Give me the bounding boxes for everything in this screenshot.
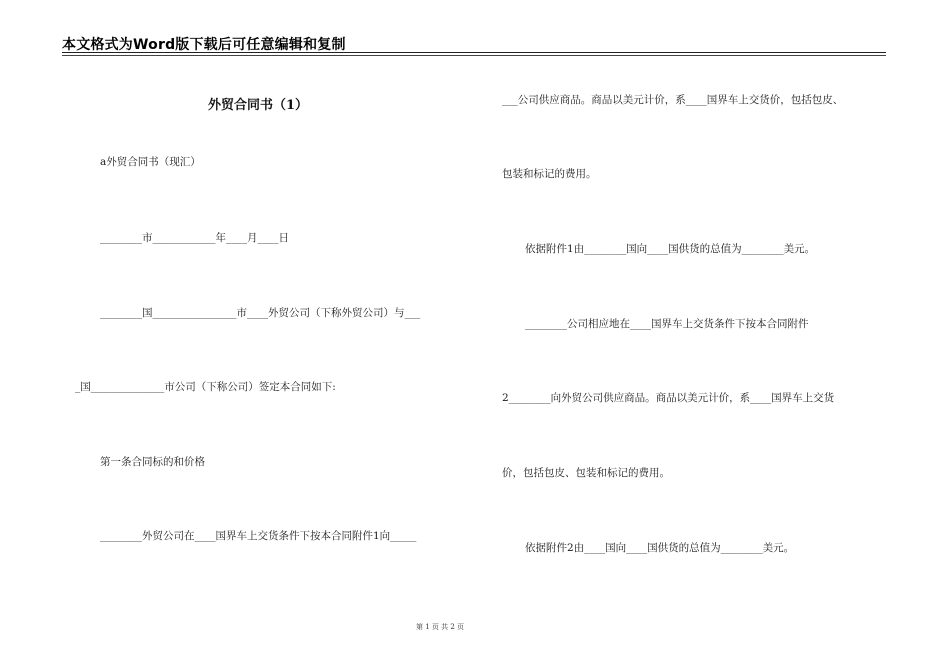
left-paragraph-6: ________外贸公司在____国界车上交货条件下按本合同附件1向_____ — [100, 530, 417, 542]
right-paragraph-5: 2________向外贸公司供应商品。商品以美元计价，系____国界车上交货 — [502, 392, 835, 404]
right-paragraph-7: 依据附件2由____国向____国供货的总值为________美元。 — [525, 542, 795, 554]
right-paragraph-3: 依据附件1由________国向____国供货的总值为________美元。 — [525, 243, 816, 255]
right-paragraph-2: 包装和标记的费用。 — [502, 168, 597, 180]
right-paragraph-4: ________公司相应地在____国界车上交货条件下按本合同附件 — [525, 318, 809, 330]
left-paragraph-5: 第一条合同标的和价格 — [100, 456, 205, 468]
left-paragraph-3: ________国________________市____外贸公司（下称外贸公司）与___ — [100, 307, 421, 319]
right-paragraph-6: 价，包括包皮、包装和标记的费用。 — [502, 467, 670, 479]
right-paragraph-1: ___公司供应商品。商品以美元计价，系____国界车上交货价，包括包皮、 — [502, 94, 844, 106]
page-number: 第 1 页 共 2 页 — [415, 623, 465, 631]
document-banner: 本文格式为Word版下载后可任意编辑和复制 — [62, 37, 346, 53]
left-paragraph-4: _国______________市公司（下称公司）签定本合同如下: — [75, 381, 336, 393]
left-paragraph-2: ________市____________年____月____日 — [100, 232, 289, 244]
header-rule-thin — [62, 55, 886, 56]
document-title: 外贸合同书（1） — [208, 98, 309, 113]
header-rule-thick — [62, 52, 886, 53]
left-paragraph-1: a外贸合同书（现汇） — [100, 156, 201, 168]
